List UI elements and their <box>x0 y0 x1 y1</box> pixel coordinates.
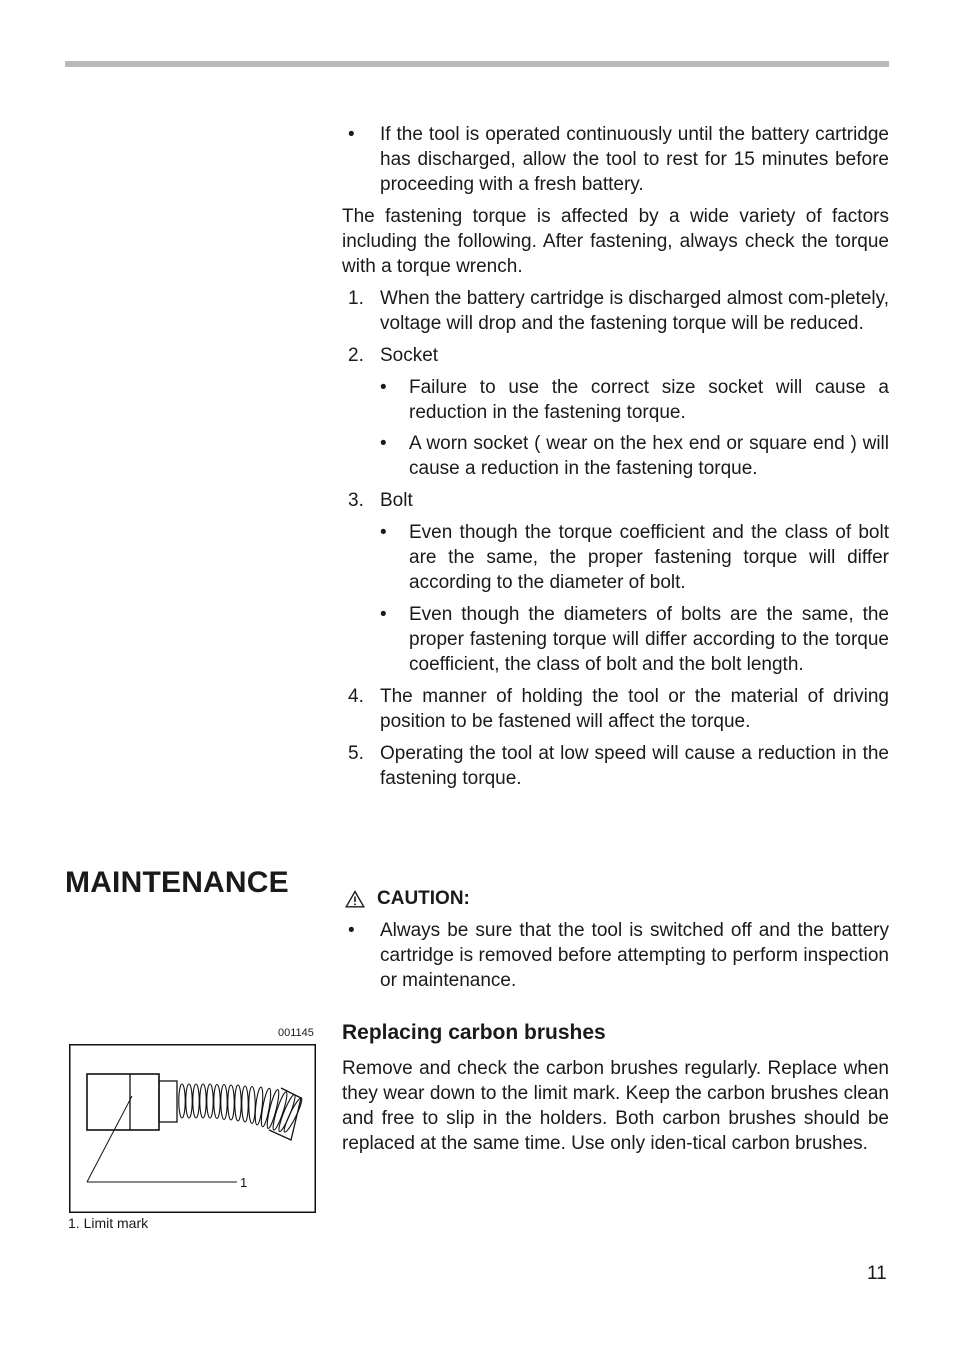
figure-caption: 1. Limit mark <box>68 1215 149 1231</box>
carbon-brush-figure <box>69 1044 316 1213</box>
list-item-5 <box>342 741 889 791</box>
bullet-marker: • <box>380 377 387 398</box>
caution-label <box>345 888 470 910</box>
torque-section <box>342 122 889 791</box>
brushes-section <box>342 1056 889 1156</box>
sub-bullet <box>342 431 889 481</box>
sub-bullet-text: Even though the torque coefficient and the class of bolt are the same, the proper fastening torque will differ according to the diameter of bolt. <box>409 522 889 593</box>
list-number: 1. <box>348 288 364 309</box>
list-item-2 <box>342 343 889 368</box>
bullet-marker: • <box>380 604 387 625</box>
intro-bullet <box>342 122 889 197</box>
subsection-heading: Replacing carbon brushes <box>342 1021 606 1044</box>
list-item-text: When the battery cartridge is discharged almost com-pletely, voltage will drop and the fastening torque will be reduced. <box>380 288 889 334</box>
sub-bullet-text: Failure to use the correct size socket will cause a reduction in the fastening torque. <box>409 377 889 423</box>
list-item-text: Socket <box>380 345 439 366</box>
caution-bullet <box>342 918 889 993</box>
section-title: MAINTENANCE <box>65 866 289 899</box>
brushes-paragraph: Remove and check the carbon brushes regularly. Replace when they wear down to the limit mark. Keep the carbon brushes clean and free to slip in the holders. Both carbon brushes should be replaced at the same time. Use only iden-tical carbon brushes. <box>342 1058 889 1154</box>
sub-bullet <box>342 602 889 677</box>
warning-triangle-icon <box>345 890 365 908</box>
list-number: 3. <box>348 490 364 511</box>
bullet-marker: • <box>348 124 355 145</box>
top-rule <box>65 61 889 67</box>
list-number: 5. <box>348 743 364 764</box>
list-item-1 <box>342 286 889 336</box>
torque-paragraph: The fastening torque is affected by a wide variety of factors including the following. After fastening, always check the torque with a torque wrench. <box>342 206 889 277</box>
caution-section <box>342 918 889 993</box>
sub-bullet <box>342 520 889 595</box>
bullet-marker: • <box>380 522 387 543</box>
sub-bullet-text: Even though the diameters of bolts are the same, the proper fastening torque will differ according to the torque coefficient, the class of bolt and the bolt length. <box>409 604 889 675</box>
list-item-4 <box>342 684 889 734</box>
list-item-text: Operating the tool at low speed will cause a reduction in the fastening torque. <box>380 743 889 789</box>
bullet-marker: • <box>380 433 387 454</box>
sub-bullet <box>342 375 889 425</box>
list-number: 4. <box>348 686 364 707</box>
sub-bullet-text: A worn socket ( wear on the hex end or square end ) will cause a reduction in the fastening torque. <box>409 433 889 479</box>
bullet-marker: • <box>348 920 355 941</box>
caution-bullet-text: Always be sure that the tool is switched off and the battery cartridge is removed before attempting to perform inspection or maintenance. <box>380 920 889 991</box>
page-number: 11 <box>867 1263 887 1284</box>
figure-callout-1: 1 <box>240 1175 248 1190</box>
list-number: 2. <box>348 345 364 366</box>
carbon-brush-illustration <box>69 1044 316 1213</box>
figure-code: 001145 <box>278 1027 314 1039</box>
list-item-text: The manner of holding the tool or the material of driving position to be fastened will affect the torque. <box>380 686 889 732</box>
intro-bullet-text: If the tool is operated continuously until the battery cartridge has discharged, allow the tool to rest for 15 minutes before proceeding with a fresh battery. <box>380 124 889 195</box>
caution-text-label: CAUTION: <box>377 888 470 909</box>
list-item-3 <box>342 488 889 513</box>
list-item-text: Bolt <box>380 490 413 511</box>
